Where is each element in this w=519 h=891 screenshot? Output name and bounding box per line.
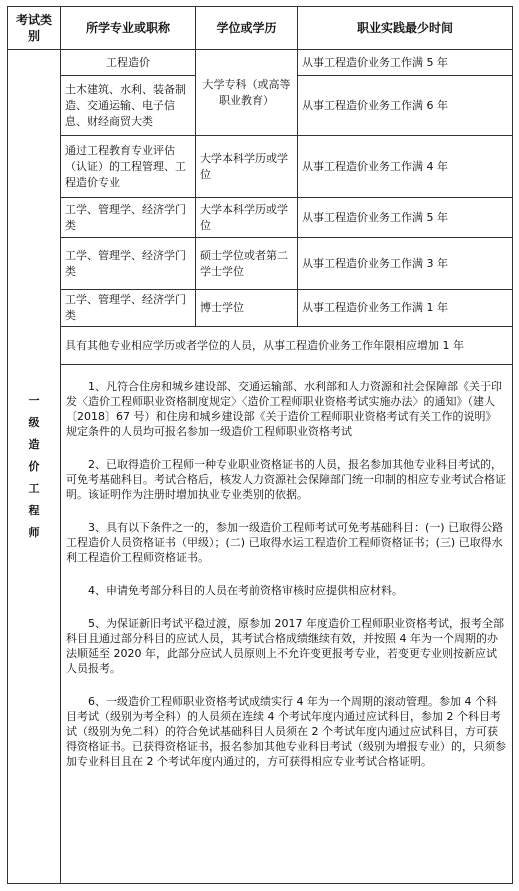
major-cell: 工学、管理学、经济学门类 (61, 198, 196, 238)
header-practice-time: 职业实践最少时间 (298, 7, 513, 50)
time-cell: 从事工程造价业务工作满 5 年 (298, 50, 513, 76)
major-cell: 工学、管理学、经济学门类 (61, 290, 196, 327)
degree-cell: 大学本科学历或学位 (196, 136, 298, 198)
note-paragraph: 5、为保证新旧考试平稳过渡，原参加 2017 年度造价工程师职业资格考试，报考全部科目且通过部分科目的应试人员，其考试合格成绩继续有效，并按照 4 年为一个周期的办法顺延至 2020 年，此部分应试人员原则上不允许变更报考专业，若变更专业则按新应试人员报考。 (66, 617, 504, 675)
header-exam-category: 考试类别 (8, 7, 61, 50)
major-cell: 工学、管理学、经济学门类 (61, 238, 196, 290)
header-degree: 学位或学历 (196, 7, 298, 50)
time-cell: 从事工程造价业务工作满 5 年 (298, 198, 513, 238)
category-cell (8, 50, 61, 884)
degree-cell: 大学专科（或高等职业教育） (196, 50, 298, 136)
time-cell: 从事工程造价业务工作满 4 年 (298, 136, 513, 198)
degree-cell: 硕士学位或者第二学士学位 (196, 238, 298, 290)
category-char: 工 (28, 481, 40, 495)
category-char: 师 (28, 525, 40, 539)
table-row (8, 365, 513, 884)
category-char: 价 (28, 459, 40, 473)
major-cell: 工程造价 (61, 50, 196, 76)
note-paragraph: 2、已取得造价工程师一种专业职业资格证书的人员，报名参加其他专业科目考试的，可免考基础科目。考试合格后，核发人力资源社会保障部门统一印制的相应专业考试合格证明。该证明作为注册时增加执业专业类别的依据。 (66, 458, 506, 501)
category-char: 造 (28, 437, 40, 451)
time-cell: 从事工程造价业务工作满 1 年 (298, 290, 513, 327)
note-paragraph: 3、具有以下条件之一的，参加一级造价工程师考试可免考基础科目：(一) 已取得公路工程造价人员资格证书（甲级）；(二) 已取得水运工程造价工程师资格证书；(三) 已取得水利工程造价工程师资格证书。 (66, 521, 504, 564)
time-cell: 从事工程造价业务工作满 3 年 (298, 238, 513, 290)
note-paragraph: 4、申请免考部分科目的人员在考前资格审核时应提供相应材料。 (88, 584, 403, 597)
table-header-row (8, 7, 513, 50)
requirements-table (7, 6, 513, 884)
table-row (8, 238, 513, 290)
notes-cell (61, 365, 513, 884)
note-paragraph: 6、一级造价工程师职业资格考试成绩实行 4 年为一个周期的滚动管理。参加 4 个科目考试（级别为考全科）的人员须在连续 4 个考试年度内通过应试科目，参加 2 个科目考试（级别为免二科）的符合免试基础科目人员须在 2 个考试年度内通过应试科目，方可获得资格证书。已获得资格证书，报名参加其他专业科目考试（级别为增报专业）的，只须参加专业科目且在 2 个考试年度内通过的，方可获得相应专业考试合格证明。 (66, 695, 506, 768)
category-char: 级 (28, 415, 40, 429)
table-row (8, 50, 513, 76)
table-row (8, 136, 513, 198)
category-char: 一 (28, 393, 40, 407)
header-major: 所学专业或职称 (61, 7, 196, 50)
time-cell: 从事工程造价业务工作满 6 年 (298, 76, 513, 136)
category-char: 程 (28, 503, 40, 517)
note-paragraph: 1、凡符合住房和城乡建设部、交通运输部、水利部和人力资源和社会保障部《关于印发〈造价工程师职业资格制度规定〉〈造价工程师职业资格考试实施办法〉的通知》（建人〔2018〕67 号）和住房和城乡建设部《关于造价工程师职业资格考试有关工作的说明》规定条件的人员均可报名参加一级造价工程师职业资格考试 (66, 380, 502, 438)
table-row (8, 198, 513, 238)
table-row (8, 327, 513, 365)
table-row (8, 290, 513, 327)
major-cell: 通过工程教育专业评估（认证）的工程管理、工程造价专业 (61, 136, 196, 198)
other-major-cell: 具有其他专业相应学历或者学位的人员，从事工程造价业务工作年限相应增加 1 年 (61, 327, 513, 365)
degree-cell: 大学本科学历或学位 (196, 198, 298, 238)
major-cell: 土木建筑、水利、装备制造、交通运输、电子信息、财经商贸大类 (61, 76, 196, 136)
degree-cell: 博士学位 (196, 290, 298, 327)
